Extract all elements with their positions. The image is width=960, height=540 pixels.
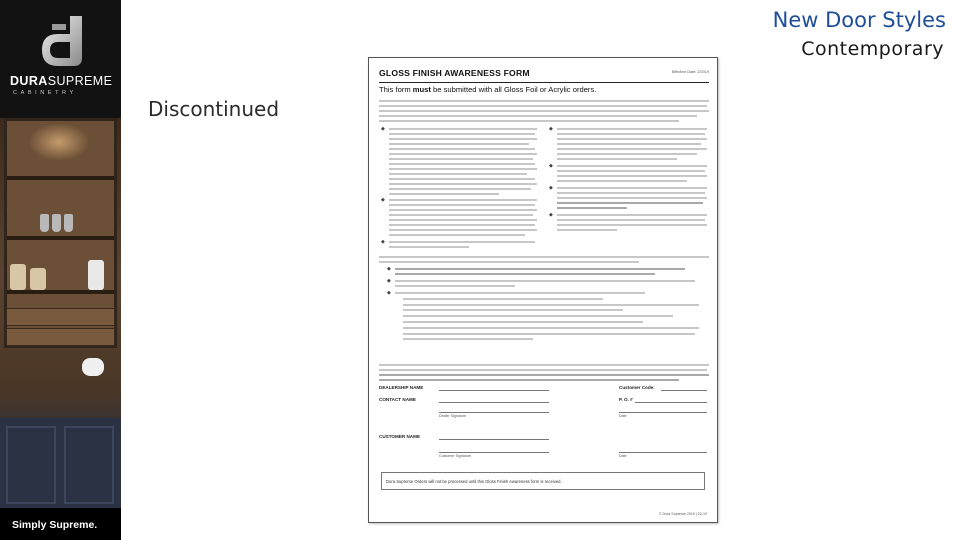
- slide-subtitle: Contemporary: [801, 38, 944, 60]
- contact-name-label: CONTACT NAME: [379, 397, 416, 402]
- processing-note: Dura Supreme Orders will not be processed until this Gloss Finish Awareness form is received.: [386, 479, 562, 484]
- tagline-bar: [0, 508, 121, 540]
- d-monogram-logo: [36, 14, 88, 68]
- customer-signature-label: Customer Signature: [439, 454, 471, 458]
- customer-code-label: Customer Code:: [619, 385, 655, 390]
- dealer-date-label: Date: [619, 414, 627, 418]
- form-header: [379, 67, 709, 83]
- form-requirement: This form must be submitted with all Gloss Foil or Acrylic orders.: [379, 85, 597, 94]
- logo-area: [0, 0, 121, 118]
- gloss-finish-form: GLOSS FINISH AWARENESS FORM Effective Date: 2/2019 This form must be submitted with all Gloss Foil or Acrylic orders. ◆ ◆ ◆ ◆ ◆ ◆ ◆ ◆ ◆ ◆ DEALERSHIP NAME Customer Code: CONTACT NAME P. O. # Dealer Signature Date CUSTOMER NAME Customer Signature Date Dura Supreme Orders will not be processed until this Gloss Finish Awareness form is received. © Dura Supreme 2019 | 02-19: [368, 57, 718, 523]
- processing-note-box: [381, 472, 705, 490]
- brand-sidebar: [0, 0, 121, 540]
- lower-cabinet: [0, 418, 121, 508]
- brand-subtitle: CABINETRY: [13, 90, 77, 96]
- tagline: Simply Supreme.: [12, 519, 98, 531]
- status-label: Discontinued: [148, 97, 280, 121]
- po-number-label: P. O. #: [619, 397, 633, 402]
- dealership-name-label: DEALERSHIP NAME: [379, 385, 424, 390]
- form-ref: Effective Date: 2/2019: [671, 70, 709, 74]
- brand-name: DURASUPREME: [10, 74, 113, 88]
- form-copyright: © Dura Supreme 2019 | 02-19: [658, 512, 707, 516]
- form-title: GLOSS FINISH AWARENESS FORM: [379, 68, 530, 78]
- customer-date-label: Date: [619, 454, 627, 458]
- dealer-signature-label: Dealer Signature: [439, 414, 466, 418]
- customer-name-label: CUSTOMER NAME: [379, 434, 421, 439]
- slide-title: New Door Styles: [772, 8, 946, 32]
- kitchen-photo: [0, 118, 121, 508]
